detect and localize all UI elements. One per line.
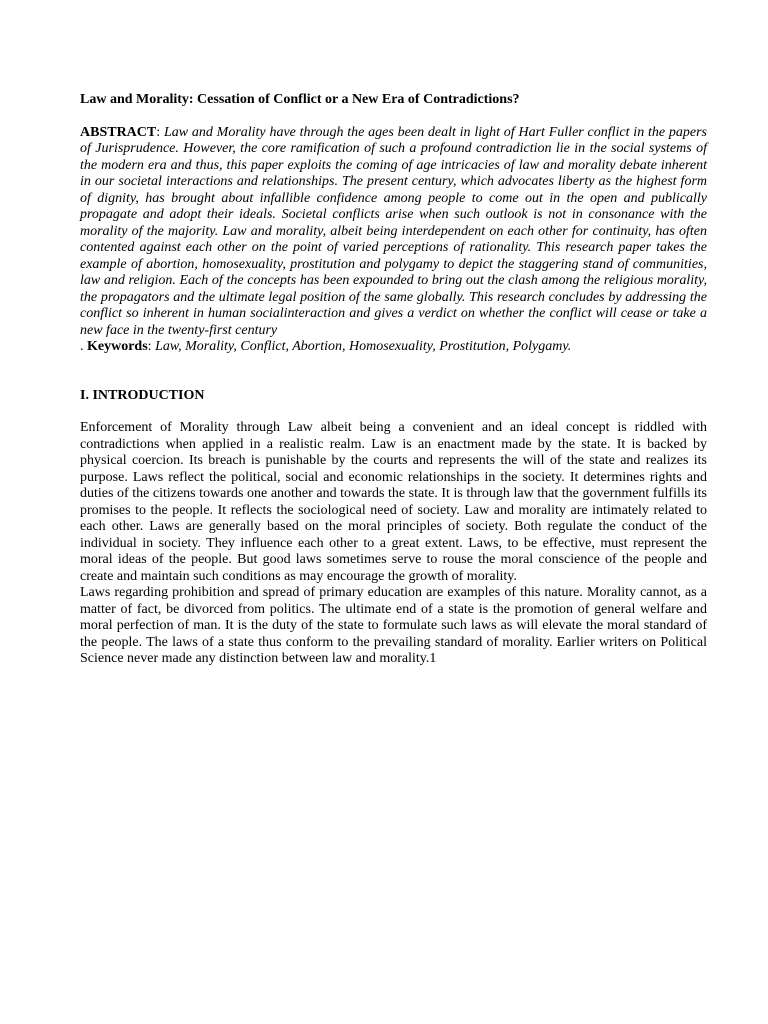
document-page <box>80 92 707 668</box>
section-heading-introduction: I. INTRODUCTION <box>80 387 205 403</box>
keywords-prefix: . <box>80 339 87 354</box>
keywords-list: Law, Morality, Conflict, Abortion, Homosexuality, Prostitution, Polygamy. <box>155 339 572 354</box>
intro-paragraph-1: Enforcement of Morality through Law albeit being a convenient and an ideal concept is riddled with contradictions when applied in a realistic realm. Law is an enactment made by the state. It is backed by physical coercion. Its breach is punishable by the courts and represents the will of the state and realizes its purpose. Laws reflect the political, social and economic relationships in the society. It determines rights and duties of the citizens towards one another and towards the state. It is through law that the government fulfills its promises to the people. It reflects the sociological need of society. Law and morality are intimately related to each other. Laws are generally based on the moral principles of society. Both regulate the conduct of the individual in society. They influence each other to a great extent. Laws, to be effective, must represent the moral ideas of the people. But good laws sometimes serve to rouse the moral conscience of the people and create and maintain such conditions as may encourage the growth of morality. <box>80 420 707 584</box>
keywords-separator: : <box>147 339 156 354</box>
keywords-label: Keywords <box>87 339 148 354</box>
abstract-label: ABSTRACT <box>80 124 157 140</box>
abstract-block <box>80 125 707 340</box>
keywords-line <box>80 339 707 356</box>
paper-title: Law and Morality: Cessation of Conflict or a New Era of Contradictions? <box>80 92 520 107</box>
abstract-text: Law and Morality have through the ages been dealt in light of Hart Fuller conflict in the papers of Jurisprudence. However, the core ramification of such a profound contradiction lie in the social systems of the modern era and thus, this paper exploits the coming of age intricacies of law and morality debate inherent in our societal interactions and relationships. The present century, which advocates liberty as the highest form of dignity, has brought about infallible confidence among people to come out in the open and publically propagate and adopt their ideals. Societal conflicts arise when such outlook is not in consonance with the morality of the majority. Law and morality, albeit being interdependent on each other for continuity, has often contented against each other on the point of varied perceptions of rationality. This research paper takes the example of abortion, homosexuality, prostitution and polygamy to depict the staggering stand of communities, law and religion. Each of the concepts has been expounded to bring out the clash among the religious morality, the propagators and the ultimate legal position of the same globally. This research concludes by addressing the conflict so inherent in human socialinteraction and gives a verdict on whether the conflict will cease or take a new face in the twenty-first century <box>80 124 707 338</box>
abstract-separator: : <box>156 124 164 140</box>
intro-paragraph-2: Laws regarding prohibition and spread of primary education are examples of this nature. Morality cannot, as a matter of fact, be divorced from politics. The ultimate end of a state is the promotion of general welfare and moral perfection of man. It is the duty of the state to formulate such laws as will elevate the moral standard of the people. The laws of a state thus conform to the prevailing standard of morality. Earlier writers on Political Science never made any distinction between law and morality.1 <box>80 585 707 666</box>
